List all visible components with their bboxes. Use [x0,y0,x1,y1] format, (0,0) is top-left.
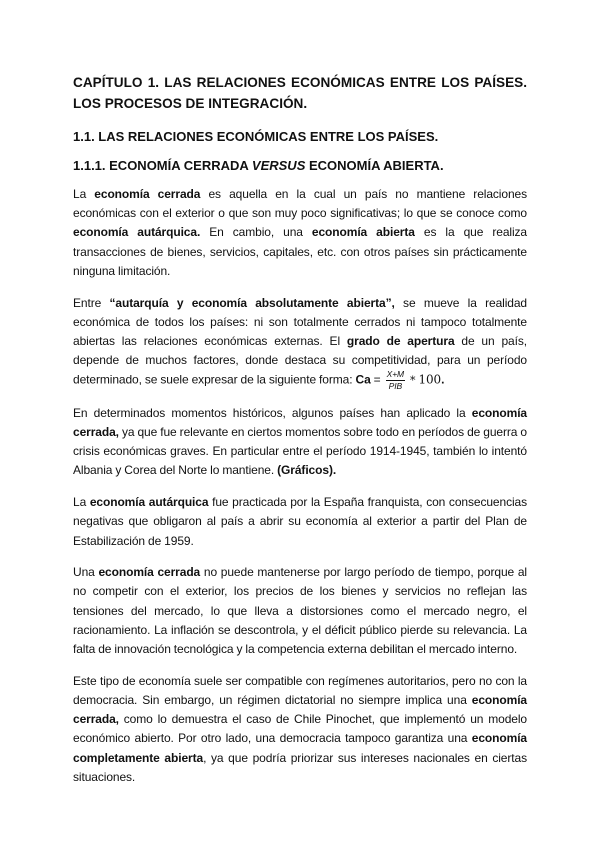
formula-denominator: PIB [388,381,403,392]
paragraph-5 [73,563,527,659]
p3-text-1: En determinados momentos históricos, algunos países han aplicado la [73,405,472,420]
section-title: 1.1. LAS RELACIONES ECONÓMICAS ENTRE LOS PAÍSES. [73,129,439,144]
subsection-italic: VERSUS [251,158,306,173]
p6-bold-2: economía completamente abierta [73,731,527,765]
formula-end: . [441,373,445,387]
subsection-title [73,156,527,175]
p6-bold-1: economía cerrada, [73,692,527,727]
p4-text-2: fue practicada por la España franquista, con consecuencias negativas que obligaron al país a abrir su economía al exterior a partir del Plan de Estabilización de 1959. [73,495,528,548]
p1-text-2: es aquella en la cual un país no mantiene relaciones económicas con el exterior o que son muy poco significativas; lo que se conoce como [73,187,527,221]
p6-text-2: como lo demuestra el caso de Chile Pinochet, que implementó un modelo económico abierto. Por otro lado, una democracia tampoco garantiza una [73,712,527,746]
paragraph-1 [73,185,527,281]
p1-text-3: En cambio, una [200,225,312,240]
p2-text-2: se mueve la realidad económica de todos los países: ni son totalmente cerrados ni tampoco totalmente abiertas las relaciones económicas externas. El [73,295,528,348]
p6-text-1: Este tipo de economía suele ser compatible con regímenes autoritarios, pero no con la democracia. Sin embargo, un régimen dictatorial no siempre implica una [73,673,527,707]
p3-bold-2: (Gráficos). [277,463,337,478]
p2-bold-2: grado de apertura [346,333,455,348]
paragraph-3 [73,404,527,481]
p2-text-1: Entre [73,295,110,310]
formula-ca: Ca [355,373,371,387]
p4-bold-1: economía autárquica [89,495,209,510]
subsection-prefix: 1.1.1. ECONOMÍA CERRADA [73,158,252,173]
paragraph-2 [73,294,527,392]
chapter-title: CAPÍTULO 1. LAS RELACIONES ECONÓMICAS ENTRE LOS PAÍSES. LOS PROCESOS DE INTEGRACIÓN. [73,75,527,111]
p5-bold-1: economía cerrada [98,565,201,580]
p4-text-1: La [73,495,90,510]
p3-text-2: ya que fue relevante en ciertos momentos sobre todo en períodos de guerra o crisis económicas graves. En particular entre el período 1914-1945, también lo intentó Albania y Corea del Norte lo mantiene. [73,425,527,478]
p5-text-1: Una [73,565,99,580]
formula-times: * [410,374,416,387]
p2-bold-1: “autarquía y economía absolutamente abierta”, [109,295,395,310]
formula-fraction [386,370,405,391]
p5-text-2: no puede mantenerse por largo período de tiempo, porque al no competir con el exterior, los precios de los bienes y servicios no reflejan las tensiones del mercado, lo que lleva a distorsiones como el mercado negro, el racionamiento. La inflación se descontrola, y el déficit público pierde su relevancia. La falta de innovación tecnológica y la competencia externa debilitan el mercado interno. [73,565,527,657]
formula-equals: = [370,373,384,387]
p1-bold-2: economía autárquica. [73,225,201,240]
p1-text-4: es la que realiza transacciones de bienes, servicios, capitales, etc. con otros países sin prácticamente ninguna limitación. [73,225,528,278]
paragraph-4 [73,493,527,551]
subsection-suffix: ECONOMÍA ABIERTA. [305,158,444,173]
p1-text-1: La [73,187,95,201]
formula-numerator: X+M [386,369,405,380]
p3-bold-1: economía cerrada, [73,405,527,440]
paragraph-6 [73,672,527,787]
p1-bold-1: economía cerrada [94,187,201,201]
p1-bold-3: economía abierta [311,225,415,240]
formula-hundred: 100 [418,373,442,387]
p6-text-3: , ya que podría priorizar sus intereses nacionales en ciertas situaciones. [73,750,527,784]
p2-text-3: de un país, depende de muchos factores, donde destaca su competitividad, para un período determinado, se suele expresar de la siguiente forma: [73,333,527,387]
